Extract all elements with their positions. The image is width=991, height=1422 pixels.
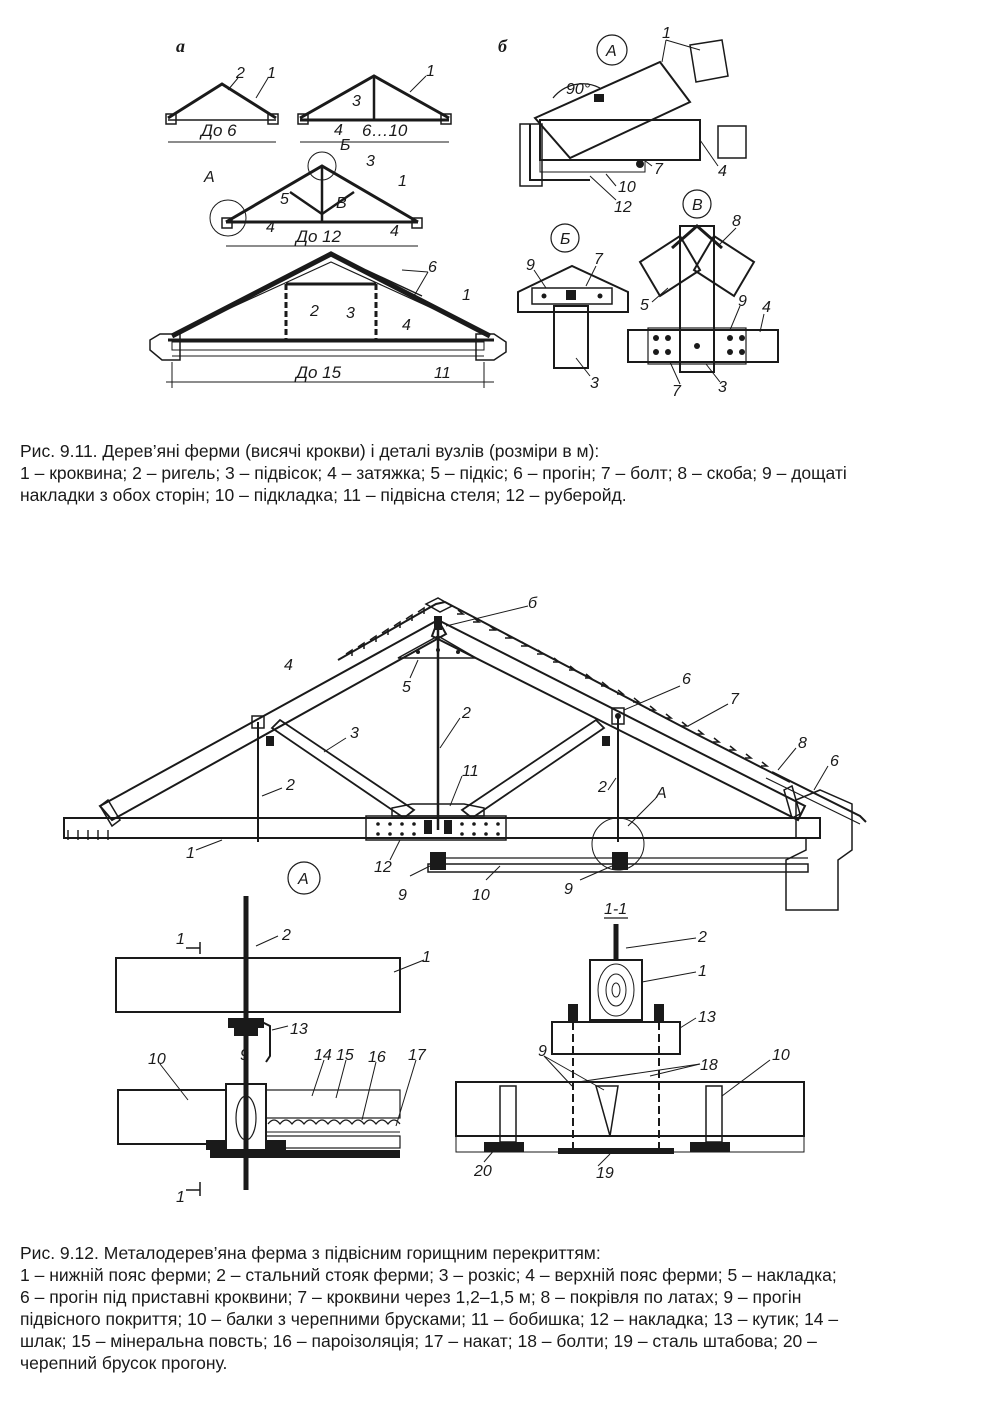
caption-fig-9-12 (20, 1242, 985, 1374)
dB-title: Б (560, 231, 571, 248)
dA2-label-9: 9 (240, 1047, 249, 1064)
dA2-label-2: 2 (282, 927, 291, 944)
t1-span: До 6 (201, 121, 237, 140)
sec-label-2: 2 (698, 929, 707, 946)
m-label-6b: 6 (830, 753, 839, 770)
m-label-8: 8 (798, 735, 807, 752)
m-label-A: А (656, 785, 667, 802)
node-detail-B (518, 224, 628, 376)
caption-912-title: Рис. 9.12. Металодерев’яна ферма з підвісним горищним перекриттям: (20, 1243, 601, 1263)
dV-label-5: 5 (640, 297, 649, 314)
m-label-2b: 2 (286, 777, 295, 794)
subfig-b-label: б (498, 36, 507, 56)
t4-label-1: 1 (462, 287, 471, 304)
m-label-9a: 9 (398, 887, 407, 904)
m-label-4: 4 (284, 657, 293, 674)
dB-label-9: 9 (526, 257, 535, 274)
sec-label-13: 13 (698, 1009, 716, 1026)
dV-label-4: 4 (762, 299, 771, 316)
caption-912-line4: шлак; 15 – мінеральна повсть; 16 – пароізоляція; 17 – накат; 18 – болти; 19 – сталь штабова; 20 – (20, 1331, 817, 1351)
caption-912-line1: 1 – нижній пояс ферми; 2 – стальний стояк ферми; 3 – розкіс; 4 – верхній пояс ферми; 5 – накладка; (20, 1265, 837, 1285)
t3-label-3: 3 (366, 153, 375, 170)
dA2-title: А (298, 871, 309, 888)
dV-label-7: 7 (672, 383, 681, 400)
sec-label-9: 9 (538, 1043, 547, 1060)
t3-label-B: Б (340, 137, 351, 154)
m-label-b: б (528, 595, 537, 612)
t2-span: 6…10 (362, 121, 408, 140)
dV-label-9: 9 (738, 293, 747, 310)
t3-span: До 12 (296, 227, 342, 246)
dA2-cut1-top: 1 (176, 931, 185, 948)
section-1-1 (456, 918, 804, 1166)
dA2-cut1-bottom: 1 (176, 1189, 185, 1206)
m-label-1: 1 (186, 845, 195, 862)
dA-title: А (606, 43, 617, 60)
t3-label-A: А (204, 169, 215, 186)
t4-label-2: 2 (310, 303, 319, 320)
dV-label-3: 3 (718, 379, 727, 396)
t2-label-4: 4 (334, 122, 343, 139)
m-label-7: 7 (730, 691, 739, 708)
m-label-2a: 2 (462, 705, 471, 722)
sec-label-20: 20 (474, 1163, 492, 1180)
dA2-label-1: 1 (422, 949, 431, 966)
dA2-label-17: 17 (408, 1047, 426, 1064)
t3-label-V: В (336, 195, 347, 212)
dA-label-4: 4 (718, 163, 727, 180)
t4-label-3: 3 (346, 305, 355, 322)
t4-label-6: 6 (428, 259, 437, 276)
m-label-3: 3 (350, 725, 359, 742)
m-label-2c: 2 (598, 779, 607, 796)
dA-label-7: 7 (654, 161, 663, 178)
t3-label-5: 5 (280, 191, 289, 208)
detail-A-hanging (116, 862, 424, 1196)
dA-label-1: 1 (662, 25, 671, 42)
caption-912-line3: підвісного покриття; 10 – балки з черепними брусками; 11 – бобишка; 12 – накладка; 13 – кутик; 14 – (20, 1309, 839, 1329)
sec-label-19: 19 (596, 1165, 614, 1182)
t1-label-1: 1 (267, 65, 276, 82)
m-label-12: 12 (374, 859, 392, 876)
dV-label-8: 8 (732, 213, 741, 230)
dA2-label-10: 10 (148, 1051, 166, 1068)
t1-label-2: 2 (236, 65, 245, 82)
m-label-5: 5 (402, 679, 411, 696)
caption-911-line2: накладки з обох сторін; 10 – підкладка; 11 – підвісна стеля; 12 – руберойд. (20, 485, 627, 505)
m-label-6a: 6 (682, 671, 691, 688)
dA2-label-13: 13 (290, 1021, 308, 1038)
m-label-9b: 9 (564, 881, 573, 898)
subfig-a-label: а (176, 36, 185, 56)
dA-angle: 90° (566, 81, 591, 98)
dA2-label-14: 14 (314, 1047, 332, 1064)
sec-label-18: 18 (700, 1057, 718, 1074)
t2-label-1: 1 (426, 63, 435, 80)
dB-label-3: 3 (590, 375, 599, 392)
metal-wood-truss (64, 598, 866, 910)
m-label-10: 10 (472, 887, 490, 904)
sec-label-1: 1 (698, 963, 707, 980)
dB-label-7: 7 (594, 251, 603, 268)
t3-label-4b: 4 (390, 223, 399, 240)
caption-911-title: Рис. 9.11. Дерев’яні ферми (висячі крокви) і деталі вузлів (розміри в м): (20, 441, 600, 461)
dA-label-10: 10 (618, 179, 636, 196)
caption-912-line5: черепний брусок прогону. (20, 1353, 228, 1373)
node-detail-V (628, 190, 778, 384)
node-detail-A (520, 35, 746, 200)
dA2-label-16: 16 (368, 1049, 386, 1066)
t2-label-3: 3 (352, 93, 361, 110)
t3-label-4a: 4 (266, 219, 275, 236)
caption-fig-9-11 (20, 440, 985, 506)
caption-911-line1: 1 – кроквина; 2 – ригель; 3 – підвісок; 4 – затяжка; 5 – підкіс; 6 – прогін; 7 – болт; 8 – скоба; 9 – дощаті (20, 463, 847, 483)
t4-label-11: 11 (434, 365, 451, 382)
sec-title: 1-1 (604, 901, 628, 918)
t3-label-1: 1 (398, 173, 407, 190)
dA2-label-15: 15 (336, 1047, 354, 1064)
caption-912-line2: 6 – прогін під приставні кроквини; 7 – кроквини через 1,2–1,5 м; 8 – покрівля по латах; 9 – прогін (20, 1287, 802, 1307)
sec-label-10: 10 (772, 1047, 790, 1064)
dV-title: В (692, 197, 703, 214)
t4-label-4: 4 (402, 317, 411, 334)
t4-span: До 15 (296, 363, 342, 382)
dA-label-12: 12 (614, 199, 632, 216)
m-label-11: 11 (462, 763, 479, 780)
